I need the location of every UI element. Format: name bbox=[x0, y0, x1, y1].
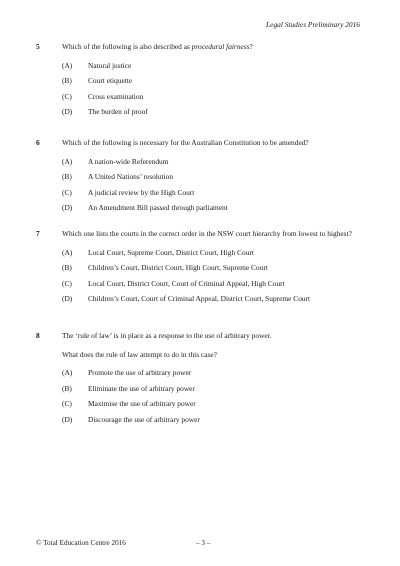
option-a[interactable] bbox=[62, 61, 366, 77]
question-8 bbox=[36, 331, 366, 430]
option-a[interactable] bbox=[62, 157, 366, 173]
question-text-prefix: Which of the following is also described as bbox=[62, 42, 192, 51]
option-letter: (C) bbox=[62, 187, 72, 197]
option-b[interactable] bbox=[62, 76, 366, 92]
option-text: Natural justice bbox=[88, 60, 132, 70]
option-letter: (C) bbox=[62, 399, 72, 409]
answer-options bbox=[62, 248, 366, 310]
option-letter: (B) bbox=[62, 172, 72, 182]
option-b[interactable] bbox=[62, 384, 366, 400]
answer-options bbox=[62, 368, 366, 430]
option-text: Discourage the use of arbitrary power bbox=[88, 414, 200, 424]
option-text: Court etiquette bbox=[88, 76, 133, 86]
question-number: 6 bbox=[36, 138, 40, 147]
question-text-emphasis: procedural fairness bbox=[191, 42, 250, 51]
option-text: A judicial review by the High Court bbox=[88, 187, 195, 197]
option-d[interactable] bbox=[62, 107, 366, 123]
option-letter: (A) bbox=[62, 247, 73, 257]
option-text: Local Court, Supreme Court, District Court, High Court bbox=[88, 247, 254, 257]
option-text: Maximise the use of arbitrary power bbox=[88, 399, 196, 409]
option-text: A United Nations’ resolution bbox=[88, 172, 174, 182]
option-letter: (B) bbox=[62, 383, 72, 393]
option-c[interactable] bbox=[62, 399, 366, 415]
option-d[interactable] bbox=[62, 203, 366, 219]
question-number: 8 bbox=[36, 331, 40, 340]
option-letter: (D) bbox=[62, 414, 73, 424]
option-letter: (D) bbox=[62, 294, 73, 304]
running-header: Legal Studies Preliminary 2016 bbox=[266, 20, 360, 29]
answer-options bbox=[62, 61, 366, 123]
copyright-notice: © Total Education Centre 2016 bbox=[36, 539, 126, 547]
option-text: The burden of proof bbox=[88, 107, 148, 117]
option-a[interactable] bbox=[62, 368, 366, 384]
option-text: A nation-wide Referendum bbox=[88, 156, 169, 166]
option-c[interactable] bbox=[62, 92, 366, 108]
option-letter: (C) bbox=[62, 91, 72, 101]
option-letter: (B) bbox=[62, 263, 72, 273]
option-letter: (C) bbox=[62, 278, 72, 288]
option-c[interactable] bbox=[62, 188, 366, 204]
option-text: Cross examination bbox=[88, 91, 144, 101]
option-letter: (D) bbox=[62, 203, 73, 213]
option-b[interactable] bbox=[62, 263, 366, 279]
option-text: Local Court, District Court, Court of Criminal Appeal, High Court bbox=[88, 278, 285, 288]
option-letter: (A) bbox=[62, 368, 73, 378]
question-text: Which one lists the courts in the correct order in the NSW court hierarchy from lowest to highest? bbox=[62, 229, 352, 238]
option-letter: (B) bbox=[62, 76, 72, 86]
question-7 bbox=[36, 229, 366, 310]
option-text: Eliminate the use of arbitrary power bbox=[88, 383, 195, 393]
option-text: Children’s Court, Court of Criminal Appeal, District Court, Supreme Court bbox=[88, 294, 311, 304]
option-d[interactable] bbox=[62, 415, 366, 431]
option-d[interactable] bbox=[62, 294, 366, 310]
question-5 bbox=[36, 42, 366, 123]
question-6 bbox=[36, 138, 366, 219]
option-text: Promote the use of arbitrary power bbox=[88, 368, 192, 378]
option-c[interactable] bbox=[62, 279, 366, 295]
answer-options bbox=[62, 157, 366, 219]
option-a[interactable] bbox=[62, 248, 366, 264]
question-text-suffix: ? bbox=[249, 42, 253, 51]
page-number: – 3 – bbox=[196, 539, 211, 547]
option-text: An Amendment Bill passed through parliament bbox=[88, 203, 228, 213]
question-text: The ‘rule of law’ is in place as a response to the use of arbitrary power. bbox=[62, 331, 272, 340]
question-text bbox=[62, 42, 366, 52]
question-subtext: What does the rule of law attempt to do in this case? bbox=[62, 349, 217, 359]
option-letter: (A) bbox=[62, 60, 73, 70]
option-b[interactable] bbox=[62, 172, 366, 188]
option-letter: (A) bbox=[62, 156, 73, 166]
question-number: 5 bbox=[36, 42, 40, 51]
question-number: 7 bbox=[36, 229, 40, 238]
question-text: Which of the following is necessary for the Australian Constitution to be amended? bbox=[62, 138, 309, 147]
option-text: Children’s Court, District Court, High Court, Supreme Court bbox=[88, 263, 268, 273]
option-letter: (D) bbox=[62, 107, 73, 117]
